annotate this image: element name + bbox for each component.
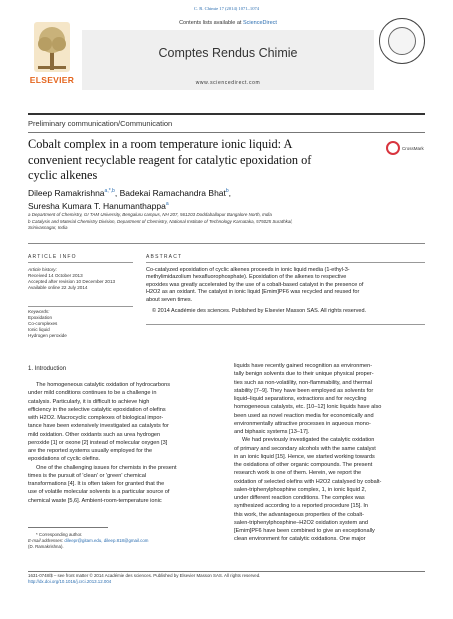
divider (146, 262, 425, 263)
section-heading-introduction: 1. Introduction (28, 366, 67, 372)
abstract-line: Co-catalyzed epoxidation of cyclic alkenes proceeds in ionic liquid media (1-ethyl-3- (146, 267, 350, 273)
elsevier-logo[interactable] (28, 18, 76, 98)
body-line: tance have been extensively investigated as catalysts for (28, 423, 169, 430)
author-affil-marker[interactable]: b (225, 188, 229, 194)
body-line: research work is one of them. Herein, we report the (234, 470, 362, 477)
abstract-line: epoxides was greatly accelerated by the use of a cobalt-based catalyst in the presence of (146, 281, 364, 288)
keyword: Hydrogen peroxide (28, 333, 67, 339)
body-line: chemical waste [5,6]. Ambient-room-temperature ionic (28, 497, 162, 504)
body-line: ties such as non-volatility, non-flammability, and thermal (234, 379, 372, 386)
body-line: under different reaction conditions. The complex was (234, 495, 365, 501)
keyword: Epoxidation (28, 315, 53, 321)
author-separator: , (228, 187, 232, 198)
body-line: with H2O2. Macrocyclic complexes of biological impor- (28, 415, 164, 421)
author-name[interactable]: , Badekai Ramachandra Bhat (114, 187, 226, 198)
front-matter-footer (28, 573, 425, 585)
front-matter-line: 1631-0748/$ – see front matter © 2014 Académie des sciences. Published by Elsevier Masson SAS. All rights reserved. (28, 573, 261, 578)
history-item: Received 14 October 2013 (28, 273, 83, 279)
divider (28, 306, 133, 307)
crossmark-icon (386, 141, 400, 155)
body-line: and biphasic systems [13–17]. (234, 429, 310, 435)
email-label: E-mail addresses: (28, 538, 65, 543)
abstract-line: about seven times. (146, 296, 193, 303)
body-line: been used as novel reaction media for economically and (234, 412, 374, 419)
journal-header (28, 18, 425, 105)
corresponding-author-note: * Corresponding author. (36, 532, 83, 537)
author-list (28, 186, 425, 212)
body-line: times is the pursuit of 'clean' or 'green' chemical (28, 472, 147, 479)
article-info-heading: ARTICLE INFO (28, 254, 77, 260)
keyword: Ionic liquid (28, 327, 50, 333)
footnote-author: (D. Ramakrishna). (28, 544, 64, 549)
footer-divider (28, 571, 425, 572)
body-line: synthesized according to a reported procedure [15]. In (234, 503, 369, 510)
body-line: stability [7–9]. They have been employed as solvents for (234, 387, 374, 394)
divider (146, 324, 425, 325)
body-line: catalysis. Particularly, it is difficult to achieve high (28, 398, 150, 405)
journal-url[interactable]: www.sciencedirect.com (195, 80, 261, 86)
keywords-label: Keywords: (28, 309, 50, 314)
history-label: Article history: (28, 267, 57, 272)
title-line: Cobalt complex in a room temperature ionic liquid: A (28, 137, 293, 151)
contents-prefix: Contents lists available at (179, 20, 243, 26)
body-line: tally benign solvents due to their unique physical proper- (234, 371, 374, 378)
keywords (28, 309, 136, 339)
body-line: liquid–liquid separations, extractions and for recycling (234, 396, 367, 402)
abstract-copyright: © 2014 Académie des sciences. Published by Elsevier Masson SAS. All rights reserved. (152, 308, 367, 314)
article-history (28, 267, 136, 291)
author-name[interactable]: Dileep Ramakrishna (28, 187, 105, 198)
contents-availability (82, 20, 374, 26)
body-line: the oxidations of other organic compounds. The present (234, 462, 373, 468)
history-item: Accepted after revision 10 December 2013 (28, 279, 116, 285)
title-line: convenient recyclable reagent for catalytic epoxidation of (28, 152, 312, 167)
body-line: are the reported systems usually employed for the (28, 448, 153, 454)
affiliation-line: a Department of Chemistry, GI TAM University, Bengaluru campus, NH 207, 561203 Doddaballapur Bangalore North, India (28, 212, 272, 217)
body-line: epoxidations of cyclic olefins. (28, 456, 101, 463)
author-affil-marker[interactable]: a (165, 200, 169, 207)
affiliation-line: Srinivasnagar, India (28, 225, 68, 230)
abstract-line: methylimidazolium hexafluorophosphate). Epoxidation of the alkenes to respective (146, 274, 347, 281)
body-line: salen-triphenylphosphine–H2O2 oxidation system and (234, 519, 369, 526)
author-affil-marker[interactable]: a,*,b (104, 188, 115, 194)
body-line: One of the challenging issues for chemists in the present (36, 464, 177, 471)
footnote-divider (28, 527, 108, 528)
footnote (28, 532, 228, 550)
body-line: peroxide [1] or oxone [2] instead of molecular oxygen [3] (28, 439, 168, 446)
body-line: use of volatile molecular solvents is a particular source of (28, 489, 170, 496)
keyword: Co-complexes (28, 321, 58, 327)
body-line: liquids have recently gained recognition as environmen- (234, 363, 373, 369)
header-divider (28, 113, 425, 115)
divider (28, 243, 425, 244)
elsevier-wordmark: ELSEVIER (29, 75, 75, 85)
article-type: Preliminary communication/Communication (28, 119, 173, 128)
body-line: in an ionic liquid [15]. Hence, we started working towards (234, 453, 375, 460)
divider (28, 262, 133, 263)
body-line: clean environment for catalytic oxidations. One major (234, 536, 366, 543)
academie-seal-icon (379, 18, 425, 64)
article-title (28, 137, 358, 184)
title-line: cyclic alkenes (28, 168, 98, 182)
body-line: We had previously investigated the catalytic oxidation (242, 437, 375, 444)
affiliation-line: b Catalysis and Material Chemistry Division, Department of Chemistry, National Institute of Technology Karnataka, 575025 Surathkal, (28, 218, 293, 224)
body-line: efficiency in the selective catalytic epoxidation of olefins (28, 406, 166, 413)
body-column-right (234, 362, 424, 544)
sciencedirect-link[interactable]: ScienceDirect (242, 20, 277, 26)
body-line: [Emim]PF6 have been combined to give an exceptionally (234, 528, 375, 534)
body-line: The homogeneous catalytic oxidation of hydrocarbons (36, 382, 171, 388)
affiliations (28, 212, 425, 232)
body-line: of primary and secondary alcohols with the same catalyst (234, 445, 376, 452)
abstract-body (146, 267, 425, 304)
divider (28, 132, 425, 133)
body-line: this work, the advantageous properties of the cobalt- (234, 511, 364, 518)
email-links[interactable]: dileepr@gitam.edu, dileep.818@gmail.com (64, 538, 149, 543)
body-line: environmentally attractive processes in aqueous mono- (234, 420, 371, 427)
author-name[interactable]: Suresha Kumara T. Hanumanthappa (28, 200, 166, 211)
history-item: Available online 22 July 2014 (28, 285, 88, 291)
journal-reference: C. R. Chimie 17 (2014) 1071–1074 (193, 6, 260, 11)
body-line: under mild conditions continues to be a challenge in (28, 390, 157, 397)
body-line: salen-triphenylphosphine complex, 1, in ionic liquid 2, (234, 486, 367, 493)
crossmark-badge[interactable] (385, 139, 425, 157)
journal-title: Comptes Rendus Chimie (158, 46, 298, 60)
body-line: homogeneous catalysts, etc. [10–12] Ionic liquids have also (234, 404, 382, 411)
abstract-heading: ABSTRACT (146, 254, 183, 260)
body-column-left (28, 381, 218, 505)
crossmark-label: CrossMark (402, 145, 424, 151)
abstract-line: H2O2 as an oxidant. The catalyst in ionic liquid [Emim]PF6 was recycled and reused for (146, 289, 360, 296)
body-line: transformations [4]. It is often taken for granted that the (28, 481, 165, 487)
body-line: oxidation of selected olefins with H2O2 catalysed by cobalt- (234, 478, 382, 485)
elsevier-tree-icon (34, 22, 70, 72)
doi-link[interactable]: http://dx.doi.org/10.1016/j.crci.2013.12.004 (28, 579, 112, 584)
body-line: mild oxidation. Other oxidants such as urea hydrogen (28, 431, 161, 438)
